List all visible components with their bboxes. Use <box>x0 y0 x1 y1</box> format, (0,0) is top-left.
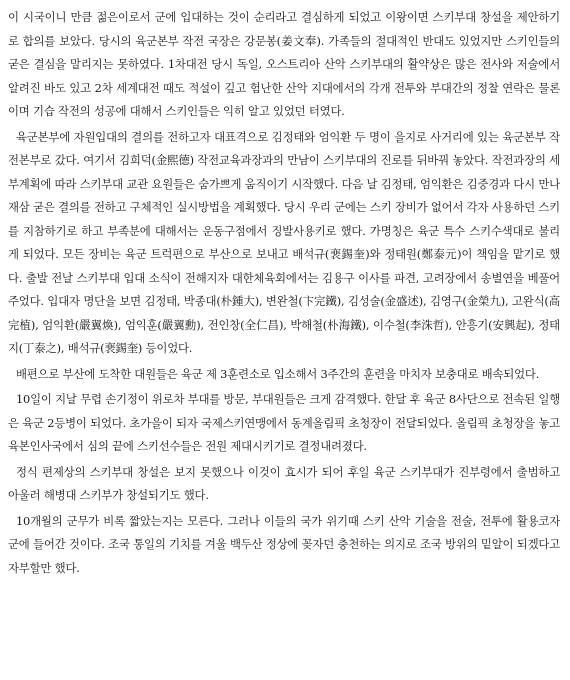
paragraph-2: 육군본부에 자원입대의 결의를 전하고자 대표격으로 김정태와 엄익환 두 명이 을지로 사거리에 있는 육군본부 작전본부로 갔다. 여기서 김희덕(金熙德) 작전교육과장과의 만남이 스키부대의 진로를 뒤바꿔 놓았다. 작전과장의 세부계획에 따라 스키부대 교관 요원들은 숨가쁘게 움직이기 시작했다. 다음 날 김정태, 엄익환은 김중경과 다시 만나 재삼 굳은 결의를 전하고 구체적인 실시방법을 계획했다. 당시 우리 군에는 스키 장비가 없어서 각자 사용하던 스키를 지참하기로 하고 부족분에 대해서는 운동구점에서 징발사용키로 했다. 가명칭은 육군 특수 스키수색대로 불리게 되었다. 모든 장비는 육군 트럭편으로 부산으로 보내고 배석규(裵錫奎)와 정태원(鄭泰元)이 책임을 맡기로 했다. 출발 전날 스키부대 입대 소식이 전해지자 대한체육회에서는 김용구 이사를 파견, 고려장에서 송별연을 베풀어 주었다. 입대자 명단을 보면 김정태, 박종대(朴鍾大), 변완철(卞完鐵), 김성술(金盛述), 김영구(金榮九), 고완식(高完植), 엄익환(嚴翼煥), 엄익훈(嚴翼勳), 전인창(全仁昌), 박해철(朴海鐵), 이수철(李洙哲), 안흥기(安興起), 정태지(丁泰之), 배석규(裵錫奎) 등이었다. <box>8 129 560 355</box>
paragraph-1: 이 시국이니 만큼 젊은이로서 군에 입대하는 것이 순리라고 결심하게 되었고 이왕이면 스키부대 창설을 제안하기로 합의를 보았다. 당시의 육군본부 작전 국장은 강문봉(姜文奉). 가족들의 절대적인 반대도 있었지만 스키인들의 굳은 결심을 말리지는 못하였다. 1차대전 당시 독일, 오스트리아 산악 스키부대의 활약상은 많은 전사와 저술에서 알려진 바도 있고 2차 세계대전 때도 적설이 깊고 험난한 산악 지대에서의 각개 전투와 부대간의 정찰 연락은 물론이며 기습 작전의 성공에 대해서 스키인들은 익히 알고 있었던 터였다. <box>8 10 560 118</box>
paragraph-4: 10일이 지날 무렵 손기정이 위로차 부대를 방문, 부대원들은 크게 감격했다. 한달 후 육군 8사단으로 전속된 일행은 육군 2등병이 되었다. 초가을이 되자 국제스키연맹에서 동계올림픽 초청장이 전달되었다. 올림픽 초청장을 놓고 육본인사국에서 심의 끝에 스키선수들은 전원 제대시키기로 결정내려졌다. <box>8 392 560 453</box>
paragraph-6: 10개월의 군무가 비록 짧았는지는 모른다. 그러나 이들의 국가 위기때 스키 산악 기술을 전술, 전투에 활용코자 군에 들어간 것이다. 조국 통일의 기치를 겨울 백두산 정상에 꽂자던 충천하는 의지로 조국 방위의 밑알이 되겠다고 자부할만 했다. <box>8 513 560 575</box>
paragraph-3: 배편으로 부산에 도착한 대원들은 육군 제 3훈련소로 입소해서 3주간의 훈련을 마치자 보충대로 배속되었다. <box>16 366 540 381</box>
paragraph-5: 정식 편제상의 스키부대 창설은 보지 못했으나 이것이 효시가 되어 후일 육군 스키부대가 진부령에서 출범하고 아울러 해병대 스키부가 창설되기도 했다. <box>8 464 560 502</box>
